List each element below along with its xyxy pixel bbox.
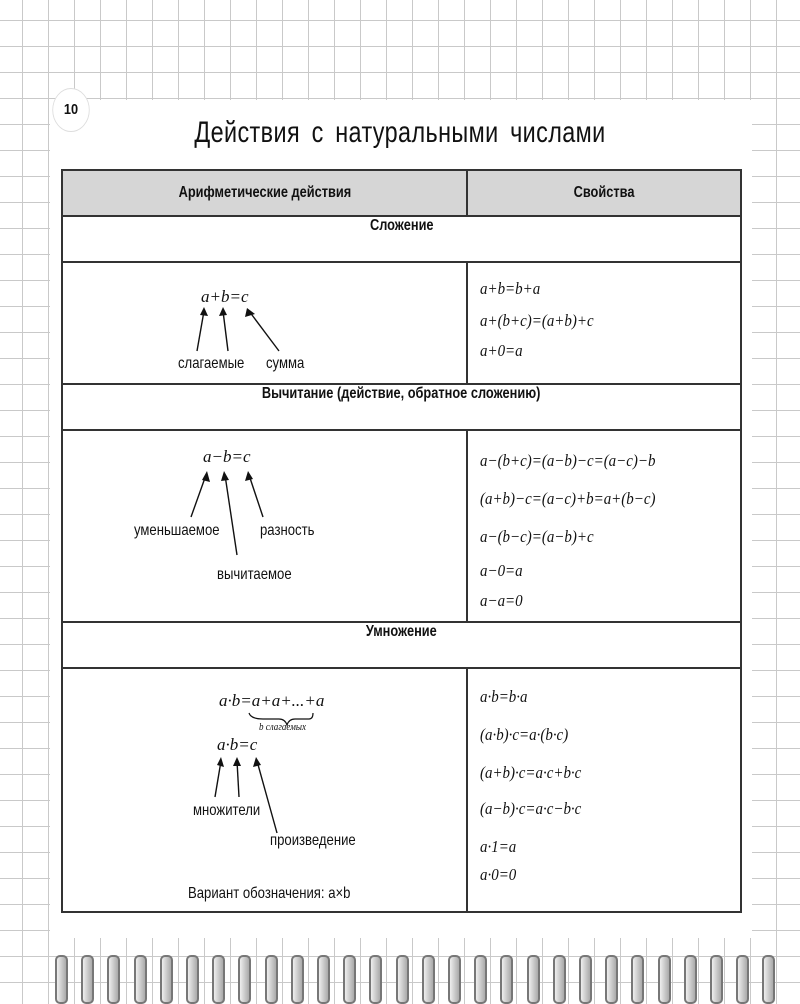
label-factors: множители [193,802,261,819]
addition-formula: a+b=c [201,287,249,306]
notation-variant: Вариант обозначения: a×b [188,885,351,902]
property-item: a−a=0 [480,591,523,610]
subtraction-formula: a−b=c [203,447,251,466]
spiral-ring [238,955,251,1004]
spiral-ring [474,955,487,1004]
spiral-ring [369,955,382,1004]
spiral-ring [684,955,697,1004]
label-addends: слагаемые [178,355,245,372]
property-item: a+(b+c)=(a+b)+c [480,311,594,330]
spiral-ring [736,955,749,1004]
property-item: (a·b)·c=a·(b·c) [480,725,569,744]
multiplication-formula: a·b=c [217,735,258,754]
page-title: Действия с натуральными числами [194,116,606,149]
brace-label: b слагаемых [259,721,307,733]
property-item: a+b=b+a [480,279,541,298]
spiral-ring [81,955,94,1004]
section-header-multiplication: Умножение [62,622,741,668]
spiral-ring [422,955,435,1004]
spiral-ring [762,955,775,1004]
label-subtrahend: вычитаемое [217,566,292,583]
spiral-ring [579,955,592,1004]
property-item: a·0=0 [480,865,517,884]
spiral-ring [55,955,68,1004]
spiral-ring [134,955,147,1004]
property-item: (a+b)−c=(a−c)+b=a+(b−c) [480,489,656,508]
property-item: a·1=a [480,837,517,856]
spiral-ring [553,955,566,1004]
spiral-ring [500,955,513,1004]
property-item: a−(b+c)=(a−b)−c=(a−c)−b [480,451,656,470]
page-number: 10 [52,88,89,132]
property-item: (a+b)·c=a·c+b·c [480,763,582,782]
label-difference: разность [260,522,315,539]
label-product: произведение [270,832,356,849]
label-sum: сумма [266,355,305,372]
spiral-ring [107,955,120,1004]
property-item: (a−b)·c=a·c−b·c [480,799,582,818]
spiral-ring [317,955,330,1004]
section-header-subtraction: Вычитание (действие, обратное сложению) [62,384,741,430]
property-item: a+0=a [480,341,523,360]
spiral-ring [343,955,356,1004]
spiral-ring [631,955,644,1004]
spiral-ring [710,955,723,1004]
section-header-addition: Сложение [62,216,741,262]
spiral-ring [527,955,540,1004]
spiral-ring [186,955,199,1004]
spiral-ring [160,955,173,1004]
spiral-ring [291,955,304,1004]
spiral-ring [396,955,409,1004]
property-item: a·b=b·a [480,687,528,706]
property-item: a−(b−c)=(a−b)+c [480,527,594,546]
multiplication-definition: a·b=a+a+...+a [219,691,325,710]
property-item: a−0=a [480,561,523,580]
spiral-ring [605,955,618,1004]
header-properties: Свойства [467,170,741,216]
header-actions: Арифметические действия [62,170,467,216]
spiral-ring [265,955,278,1004]
spiral-ring [448,955,461,1004]
spiral-ring [658,955,671,1004]
spiral-ring [212,955,225,1004]
label-minuend: уменьшаемое [134,522,220,539]
